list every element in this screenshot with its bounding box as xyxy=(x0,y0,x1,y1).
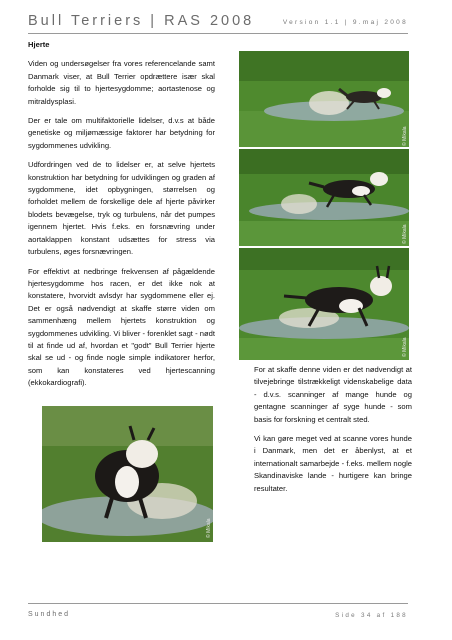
paragraph: Viden og undersøgelser fra vores referencelande samt Danmark viser, at Bull Terrier opdrættere især skal forholde sig til to hjertesygdomme; aortastenose og mitraldysplasi. xyxy=(28,59,215,106)
version-label: Version 1.1 | 9.maj 2008 xyxy=(282,19,408,26)
dog-photo-4 xyxy=(42,406,213,542)
photo-credit: © Mikala xyxy=(402,224,408,244)
paragraph: Der er tale om multifaktorielle lidelser, d.v.s at både genetiske og miljømæssige faktorer har betydning for sygdommenes udvikling. xyxy=(28,116,215,150)
photo-credit: © Mikala xyxy=(402,126,408,146)
document-title: Bull Terriers | RAS 2008 xyxy=(28,13,255,29)
footer-rule xyxy=(28,603,408,604)
left-text-column xyxy=(28,39,215,397)
page-number: Side 34 af 188 xyxy=(335,612,408,619)
dog-photo-3 xyxy=(239,248,409,360)
dog-photo-1 xyxy=(239,51,409,147)
footer-section-label: Sundhed xyxy=(28,611,71,618)
paragraph: For effektivt at nedbringe frekvensen af pågældende hjertesygdomme hos racen, er det ikke nok at konstatere, hvorvidt avlsdyr har sygdommene eller ej. Det er også nødvendigt at skaffe større viden om sammenhæng mellem hjertets konstruktion og sygdommenes udvikling. Vi bliver - forenklet sagt - nødt til at finde ud af, hvordan et "godt" Bull Terrier hjerte skal se ud - og finde nogle simple indikatorer herfor, som kan konstateres ved hjertescanning (ekkokardiografi). xyxy=(28,266,215,388)
right-text-column xyxy=(254,364,412,502)
paragraph: Udfordringen ved de to lidelser er, at selve hjertets konstruktion har betydning for udviklingen og graden af sygdommene, idet opbygningen, størrelsen og forholdet mellem de forskellige dele af hjerte påvirker blodets bevægelse, tryk og turbulens, når det pumpes igennem hjertet. Hvis f.eks. en forsnævring under aortaklappen konstant udsættes for stress via turbulens, øges forsnævringen. xyxy=(28,160,215,257)
section-heading: Hjerte xyxy=(28,40,50,49)
paragraph: Vi kan gøre meget ved at scanne vores hunde i Danmark, men det er åbenlyst, at et internationalt samarbejde - f.eks. mellem nogle Skandinaviske lande - hurtigere kan bringe resultater. xyxy=(254,434,412,493)
photo-credit: © Mikala xyxy=(402,337,408,357)
dog-photo-2 xyxy=(239,149,409,246)
paragraph: For at skaffe denne viden er det nødvendigt at tilvejebringe tilstrækkeligt videnskabelige data - d.v.s. scanninger af mange hunde og gentagne scanninger af syge hunde - som basis for forskning et centralt sted. xyxy=(254,365,412,424)
photo-credit: © Mikala xyxy=(206,518,212,538)
header-rule xyxy=(28,33,408,34)
